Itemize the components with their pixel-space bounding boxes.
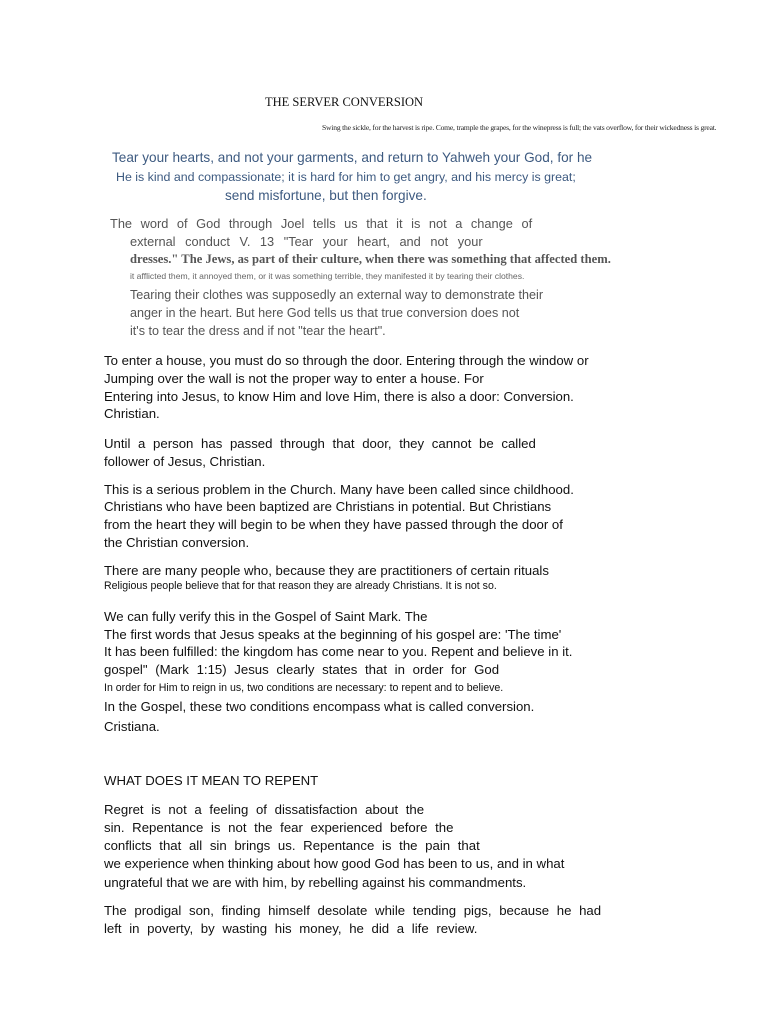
paragraph-line: Entering into Jesus, to know Him and love Him, there is also a door: Conversion.: [104, 389, 574, 404]
commentary-line: dresses." The Jews, as part of their culture, when there was something that affected them.: [130, 252, 611, 266]
paragraph-line: Until a person has passed through that door, they cannot be called: [104, 436, 536, 451]
paragraph-line: from the heart they will begin to be when they have passed through the door of: [104, 517, 563, 532]
paragraph-line: follower of Jesus, Christian.: [104, 454, 266, 469]
paragraph-line: The prodigal son, finding himself desolate while tending pigs, because he had: [104, 903, 602, 918]
commentary-line: it's to tear the dress and if not "tear the heart".: [130, 324, 386, 338]
paragraph-line: It has been fulfilled: the kingdom has come near to you. Repent and believe in it.: [104, 644, 573, 659]
paragraph-line: We can fully verify this in the Gospel of Saint Mark. The: [104, 609, 428, 624]
paragraph-line: This is a serious problem in the Church. Many have been called since childhood.: [104, 482, 574, 497]
epigraph: Swing the sickle, for the harvest is ripe. Come, trample the grapes, for the winepress is full; the vats overflow, for their wickedness is great.: [322, 123, 717, 132]
paragraph-line: ungrateful that we are with him, by rebelling against his commandments.: [104, 875, 527, 890]
commentary-line: The word of God through Joel tells us that it is not a change of: [110, 216, 533, 231]
paragraph-line: Christian.: [104, 406, 160, 421]
paragraph-line: The first words that Jesus speaks at the beginning of his gospel are: 'The time': [104, 627, 562, 642]
paragraph-line: Regret is not a feeling of dissatisfaction about the: [104, 802, 425, 817]
paragraph-line: we experience when thinking about how good God has been to us, and in what: [104, 856, 565, 871]
commentary-line: anger in the heart. But here God tells us that true conversion does not: [130, 306, 520, 320]
paragraph-line: the Christian conversion.: [104, 535, 250, 550]
paragraph-line: There are many people who, because they are practitioners of certain rituals: [104, 563, 549, 578]
verse-line: send misfortune, but then forgive.: [225, 188, 427, 203]
paragraph-line: Christians who have been baptized are Christians in potential. But Christians: [104, 499, 552, 514]
document-title: THE SERVER CONVERSION: [265, 95, 424, 109]
paragraph-line: To enter a house, you must do so through the door. Entering through the window or: [104, 353, 589, 368]
paragraph-line: gospel" (Mark 1:15) Jesus clearly states that in order for God: [104, 662, 500, 677]
paragraph-line: left in poverty, by wasting his money, he did a life review.: [104, 921, 478, 936]
paragraph-line: conflicts that all sin brings us. Repentance is the pain that: [104, 838, 480, 853]
commentary-line: Tearing their clothes was supposedly an external way to demonstrate their: [130, 288, 544, 302]
paragraph-line: Religious people believe that for that reason they are already Christians. It is not so.: [104, 580, 497, 592]
commentary-line: it afflicted them, it annoyed them, or it was something terrible, they manifested it by tearing their clothes.: [130, 271, 525, 281]
paragraph-line: In order for Him to reign in us, two conditions are necessary: to repent and to believe.: [104, 682, 504, 694]
verse-line: He is kind and compassionate; it is hard for him to get angry, and his mercy is great;: [116, 170, 576, 184]
paragraph-line: Cristiana.: [104, 719, 160, 734]
paragraph-line: In the Gospel, these two conditions encompass what is called conversion.: [104, 699, 535, 714]
verse-line: Tear your hearts, and not your garments, and return to Yahweh your God, for he: [112, 150, 593, 165]
commentary-line: external conduct V. 13 "Tear your heart, and not your: [130, 234, 483, 249]
section-heading: WHAT DOES IT MEAN TO REPENT: [104, 773, 319, 788]
paragraph-line: Jumping over the wall is not the proper way to enter a house. For: [104, 371, 484, 386]
paragraph-line: sin. Repentance is not the fear experienced before the: [104, 820, 454, 835]
